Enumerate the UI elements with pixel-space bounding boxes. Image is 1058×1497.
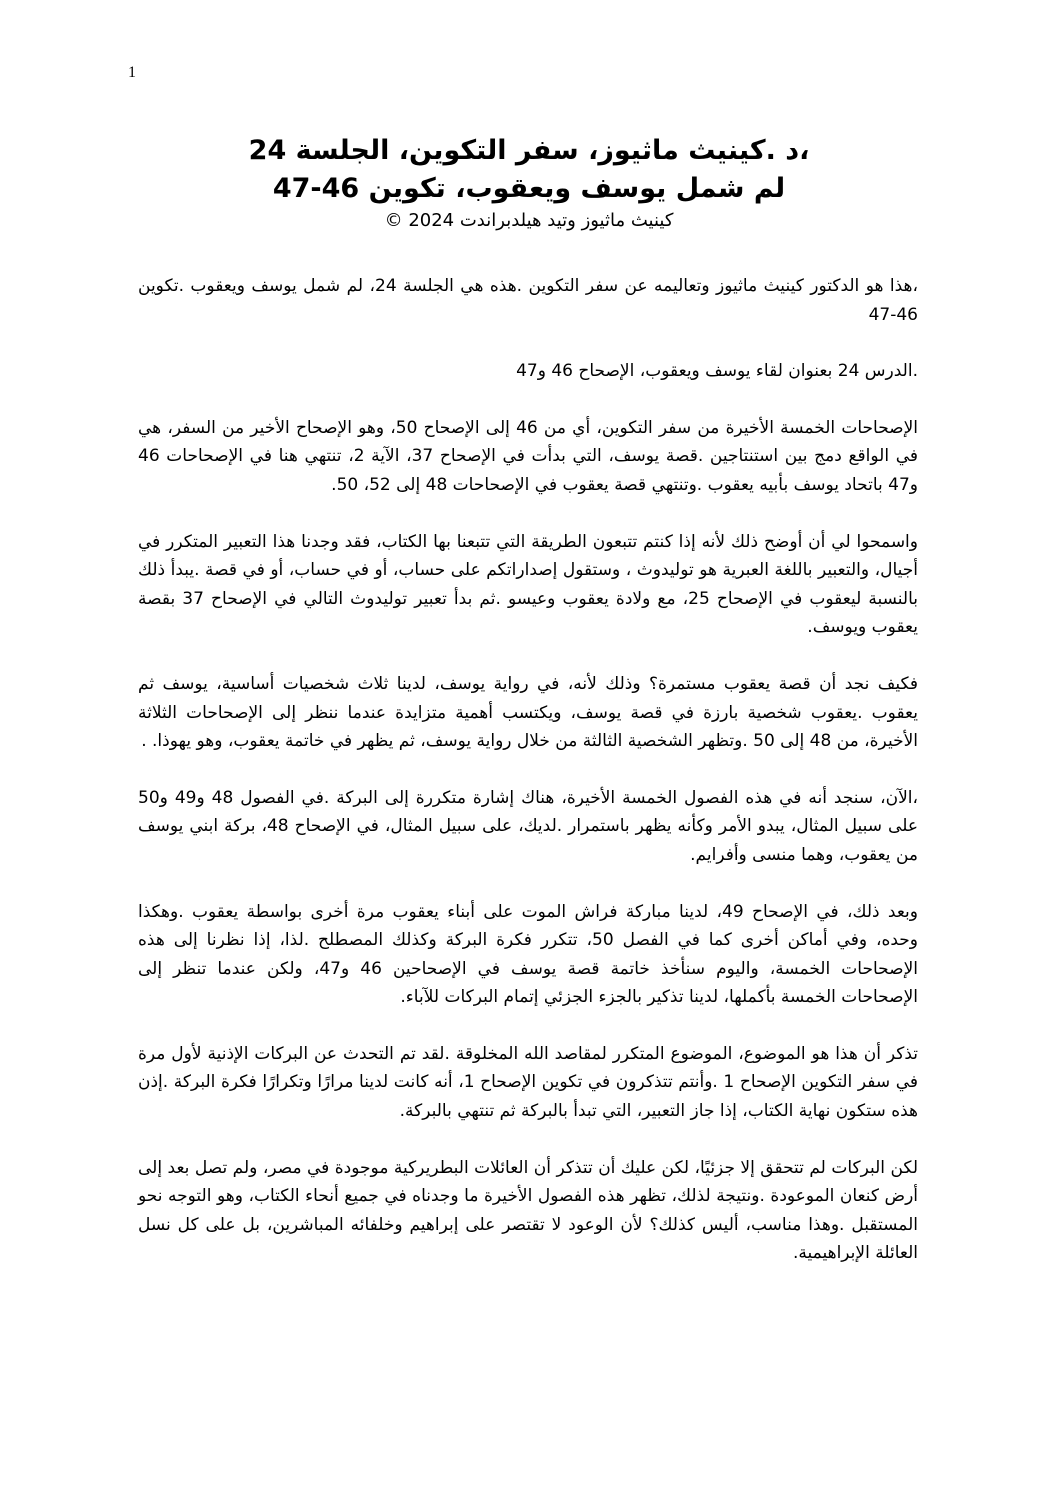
document-header	[140, 132, 918, 234]
page-title-line-1: ،د .كينيث ماثيوز، سفر التكوين، الجلسة 24	[248, 135, 810, 166]
paragraph-intro: ،هذا هو الدكتور كينيث ماثيوز وتعاليمه عن سفر التكوين .هذه هي الجلسة 24، لم شمل يوسف ويعقوب .تكوين 46-47	[138, 276, 919, 325]
paragraph-blessing: ،الآن، سنجد أنه في هذه الفصول الخمسة الأخيرة، هناك إشارة متكررة إلى البركة .في الفصول 48 و49 و50 على سبيل المثال، يبدو الأمر وكأنه يظهر باستمرار .لديك، على سبيل المثال، في الإصحاح 48، بركة ابني يوسف من يعقوب، وهما منسى وأفرايم.	[138, 787, 918, 865]
page-title-line-2: لم شمل يوسف ويعقوب، تكوين 46-47	[272, 173, 786, 204]
paragraph-deathbed-blessing: وبعد ذلك، في الإصحاح 49، لدينا مباركة فراش الموت على أبناء يعقوب مرة أخرى بواسطة يعقوب .وهكذا وحده، وفي أماكن أخرى كما في الفصل 50، تتكرر فكرة البركة وكذلك المصطلح .لذا، إذا نظرنا إلى هذه الإصحاحات الخمسة، واليوم سنأخذ خاتمة قصة يوسف في الإصحاحين 46 و47، ولكن عندما تنظر إلى الإصحاحات الخمسة بأكملها، لدينا تذكير بالجزء الجزئي إتمام البركات للآباء.	[138, 901, 918, 1008]
paragraph-last-chapters: الإصحاحات الخمسة الأخيرة من سفر التكوين، أي من 46 إلى الإصحاح 50، وهو الإصحاح الأخير من السفر، هي في الواقع دمج بين استنتاجين .قصة يوسف، التي بدأت في الإصحاح 37، الآية 2، تنتهي هنا في الإصحاحات 46 و47 باتحاد يوسف بأبيه يعقوب .وتنتهي قصة يعقوب في الإصحاحات 48 إلى 52، 50.	[138, 417, 919, 495]
page-number: 1	[128, 64, 136, 81]
paragraph-characters: فكيف نجد أن قصة يعقوب مستمرة؟ وذلك لأنه، في رواية يوسف، لدينا ثلاث شخصيات أساسية، يوسف ثم يعقوب .يعقوب شخصية بارزة في قصة يوسف، ويكتسب أهمية متزايدة عندما ننظر إلى الإصحاحات الثلاثة الأخيرة، من 48 إلى 50 .وتظهر الشخصية الثالثة من خلال رواية يوسف، ثم يظهر في خاتمة يعقوب، وهو يهوذا. .	[138, 673, 918, 752]
paragraph-lesson-title: .الدرس 24 بعنوان لقاء يوسف ويعقوب، الإصحاح 46 و47	[516, 361, 918, 382]
paragraph-toledoth: واسمحوا لي أن أوضح ذلك لأنه إذا كنتم تتبعون الطريقة التي تتبعنا بها الكتاب، فقد وجدنا هذا التعبير المتكرر في أجيال، والتعبير باللغة العبرية هو توليدوث ، وستقول إصداراتكم على حساب، أو في حساب، أو في قصة .يبدأ ذلك بالنسبة ليعقوب في الإصحاح 25، مع ولادة يعقوب وعيسو .ثم بدأ تعبير توليدوث التالي في الإصحاح 37 بقصة يعقوب ويوسف.	[138, 531, 918, 638]
copyright-notice: كينيث ماثيوز وتيد هيلدبراندت 2024 ©	[384, 210, 674, 231]
paragraph-theme: تذكر أن هذا هو الموضوع، الموضوع المتكرر لمقاصد الله المخلوقة .لقد تم التحدث عن البركات الإذنية لأول مرة في سفر التكوين الإصحاح 1 .وأنتم تتذكرون في تكوين الإصحاح 1، أنه كانت لدينا مرارًا وتكرارًا فكرة البركة .إذن هذه ستكون نهاية الكتاب، إذا جاز التعبير، التي تبدأ بالبركة ثم تنتهي بالبركة.	[138, 1043, 918, 1122]
document-body	[138, 272, 918, 1296]
paragraph-future: لكن البركات لم تتحقق إلا جزئيًا، لكن عليك أن تتذكر أن العائلات البطريركية موجودة في مصر، ولم تصل بعد إلى أرض كنعان الموعودة .ونتيجة لذلك، تظهر هذه الفصول الأخيرة ما وجدناه في جميع أنحاء الكتاب، وهو التوجه نحو المستقبل .وهذا مناسب، أليس كذلك؟ لأن الوعود لا تقتصر على إبراهيم وخلفائه المباشرين، بل على كل نسل العائلة الإبراهيمية.	[138, 1157, 918, 1264]
